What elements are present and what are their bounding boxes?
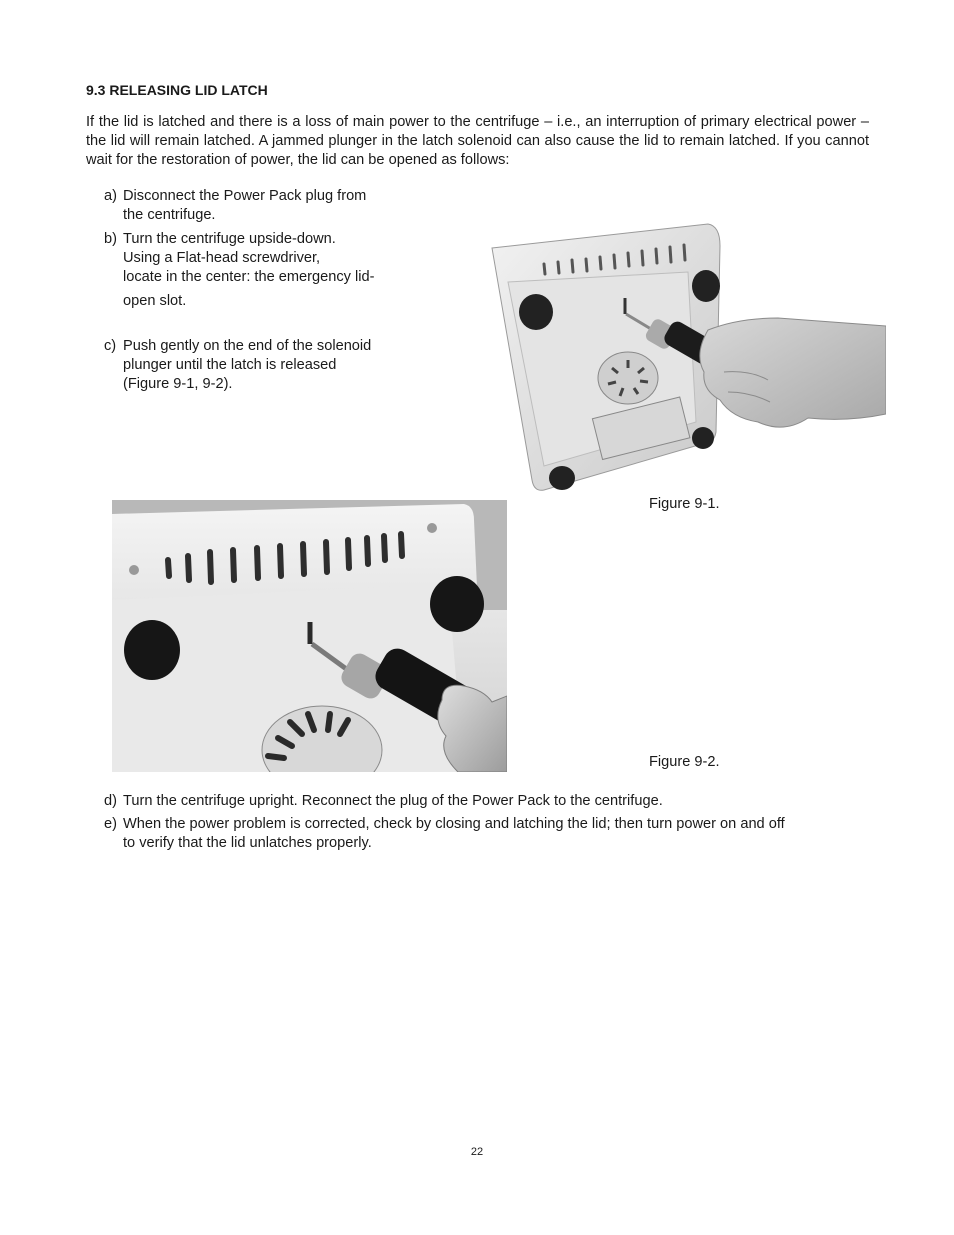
intro-paragraph: If the lid is latched and there is a loss of main power to the centrifuge – i.e., an interruption of primary electrical power – the lid will remain latched. A jammed plunger in the latch solenoid can also cause the lid to remain latched. If you cannot wait for the restoration of power, the lid can be opened as follows: (86, 114, 869, 168)
figure-9-1-photo (488, 222, 886, 494)
step-label: e) (104, 816, 117, 832)
figure-9-2-photo (112, 500, 507, 772)
section-heading: 9.3 RELEASING LID LATCH (86, 82, 268, 98)
step-line: (Figure 9-1, 9-2). (123, 376, 233, 392)
step-line: locate in the center: the emergency lid- (123, 269, 375, 285)
step-a (104, 187, 366, 225)
step-b (104, 230, 374, 311)
step-line: to verify that the lid unlatches properly. (123, 835, 372, 851)
figure-9-1-caption: Figure 9-1. (649, 496, 720, 512)
step-label: a) (104, 188, 117, 204)
step-label: c) (104, 338, 117, 354)
page-number: 22 (470, 1146, 484, 1158)
step-label: b) (104, 231, 117, 247)
step-line: Turn the centrifuge upright. Reconnect the plug of the Power Pack to the centrifuge. (123, 793, 663, 809)
step-line: When the power problem is corrected, check by closing and latching the lid; then turn power on and off (123, 816, 785, 832)
step-line: Turn the centrifuge upside-down. (123, 231, 336, 247)
step-line: Push gently on the end of the solenoid (123, 338, 372, 354)
figure-9-2-caption: Figure 9-2. (649, 754, 720, 770)
step-line: open slot. (123, 293, 187, 309)
step-d (104, 792, 663, 811)
step-line: plunger until the latch is released (123, 357, 337, 373)
step-e (104, 815, 785, 853)
step-c (104, 337, 371, 394)
step-line: Disconnect the Power Pack plug from (123, 188, 367, 204)
step-line: the centrifuge. (123, 207, 216, 223)
step-line: Using a Flat-head screwdriver, (123, 250, 321, 266)
step-label: d) (104, 793, 117, 809)
